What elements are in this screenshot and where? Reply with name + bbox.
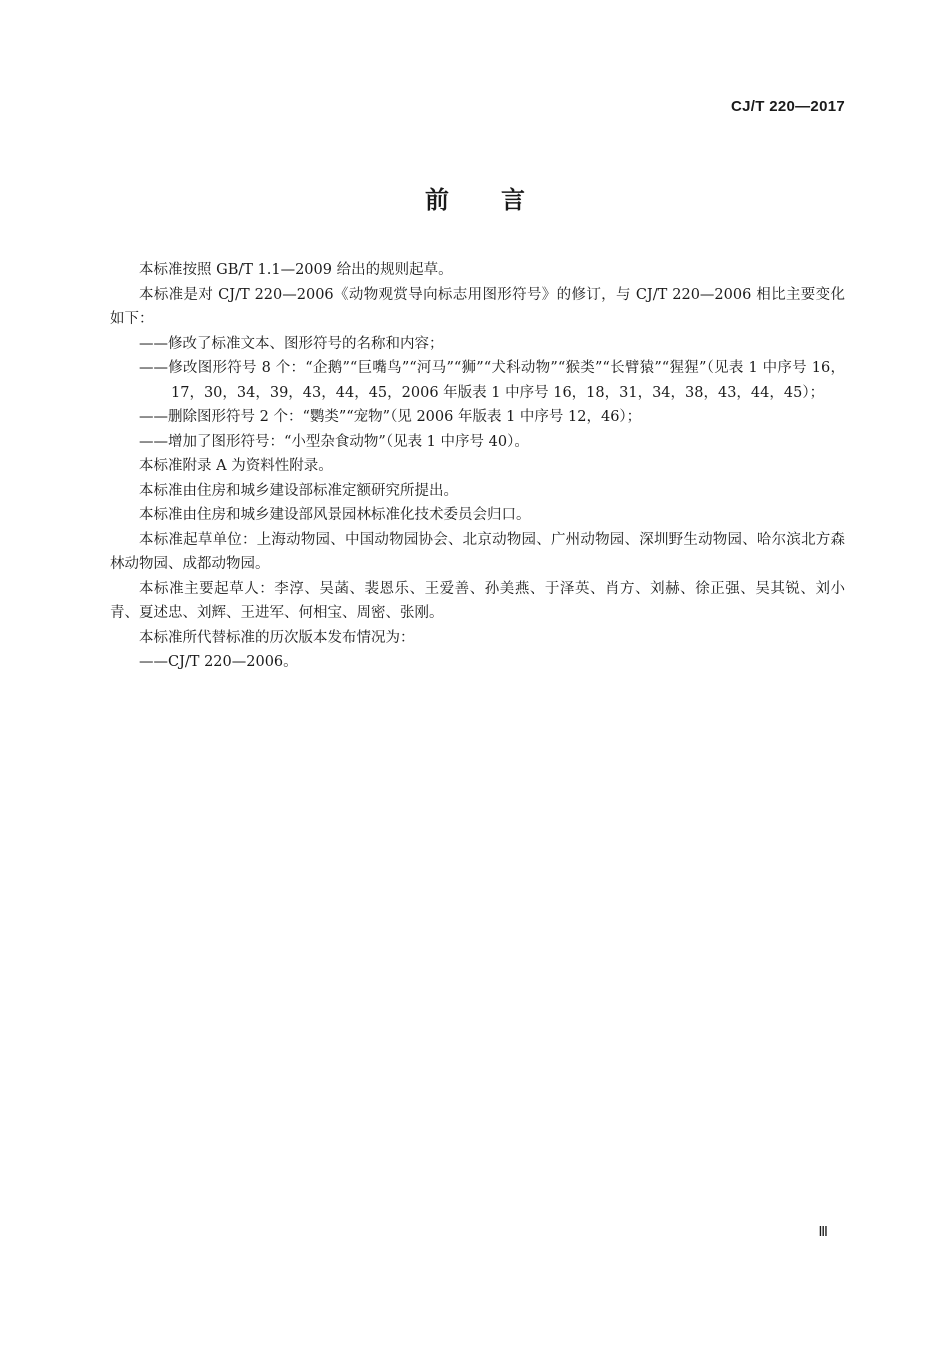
change-item-modified-symbols: ——修改图形符号 8 个：“企鹅”“巨嘴鸟”“河马”“狮”“犬科动物”“猴类”“长臂猿”“猩猩”（见表 1 中序号 16，17，30，34，39，43，44，45，2006 年版表 1 中序号 16，18，31，34，38，43，44，45）； xyxy=(139,360,845,401)
history-item: ——CJ/T 220—2006。 xyxy=(139,654,298,670)
paragraph-history: 本标准所代替标准的历次版本发布情况为： xyxy=(139,629,415,646)
page-number: Ⅲ xyxy=(818,1225,828,1240)
change-item-text: ——修改了标准文本、图形符号的名称和内容； xyxy=(139,335,444,352)
paragraph-revision-intro: 本标准是对 CJ/T 220—2006《动物观赏导向标志用图形符号》的修订，与 CJ/T 220—2006 相比主要变化如下： xyxy=(110,286,845,327)
foreword-body xyxy=(110,258,845,675)
paragraph-proposer: 本标准由住房和城乡建设部标准定额研究所提出。 xyxy=(139,482,458,499)
standard-code: CJ/T 220—2017 xyxy=(731,98,845,115)
page-title: 前言 xyxy=(425,186,577,214)
paragraph-drafting-rules: 本标准按照 GB/T 1.1—2009 给出的规则起草。 xyxy=(139,262,453,278)
paragraph-committee: 本标准由住房和城乡建设部风景园林标准化技术委员会归口。 xyxy=(139,507,531,523)
change-item-deleted-symbols: ——删除图形符号 2 个：“鹦类”“宠物”（见 2006 年版表 1 中序号 12，46）； xyxy=(139,409,642,425)
paragraph-appendix: 本标准附录 A 为资料性附录。 xyxy=(139,458,333,474)
change-item-added-symbols: ——增加了图形符号：“小型杂食动物”（见表 1 中序号 40）。 xyxy=(139,433,529,450)
paragraph-drafters: 本标准主要起草人：李淳、吴菡、裴恩乐、王爱善、孙美燕、于泽英、肖方、刘赫、徐正强、吴其锐、刘小青、夏述忠、刘辉、王进军、何相宝、周密、张刚。 xyxy=(110,580,845,621)
paragraph-drafting-units: 本标准起草单位：上海动物园、中国动物园协会、北京动物园、广州动物园、深圳野生动物园、哈尔滨北方森林动物园、成都动物园。 xyxy=(110,531,845,572)
